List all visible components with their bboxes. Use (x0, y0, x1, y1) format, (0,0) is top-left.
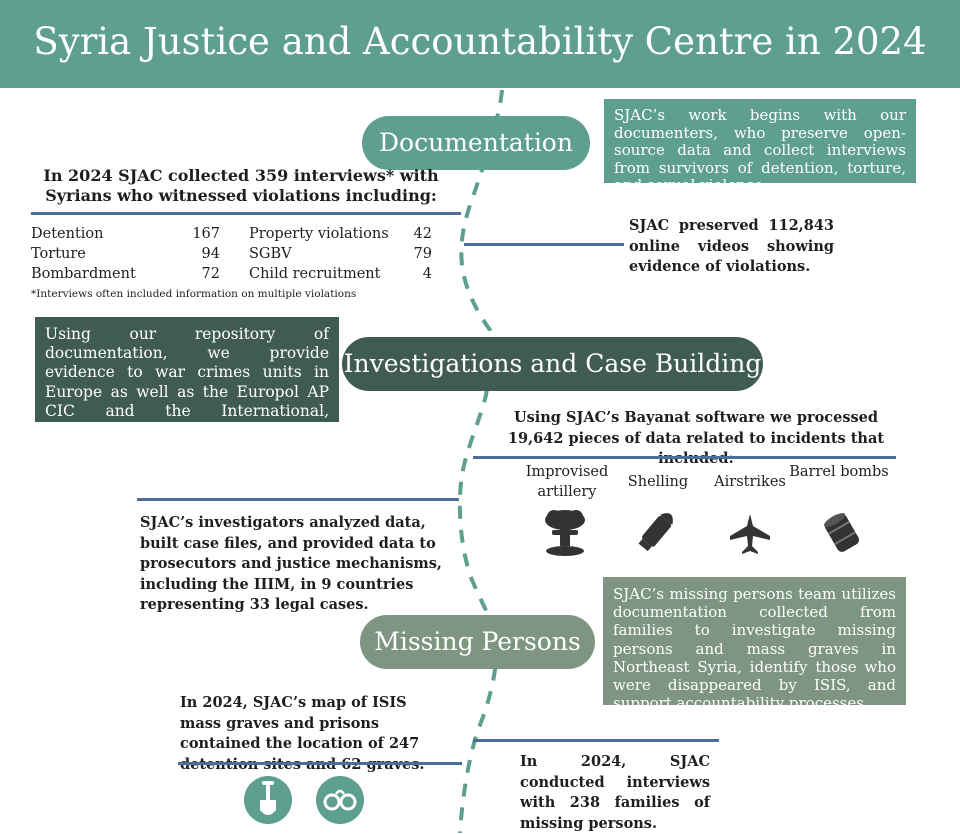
violation-label: Property violations (249, 226, 389, 242)
incident-label: Shelling (627, 474, 689, 490)
violation-count: 42 (413, 226, 432, 242)
violation-label: Detention (31, 226, 104, 242)
shovel-icon (242, 774, 294, 826)
section-pill-investigations: Investigations and Case Building (342, 337, 763, 391)
families-interviews-note: In 2024, SJAC conducted interviews with 238 families of missing persons. (520, 753, 710, 832)
explosion-icon (542, 508, 588, 556)
violation-count: 94 (201, 246, 220, 262)
jet-icon (728, 512, 772, 556)
violation-label: Torture (31, 246, 86, 262)
shell-icon (632, 508, 680, 556)
interviews-footnote: *Interviews often included information on multiple violations (31, 288, 357, 300)
documentation-intro-box: SJAC’s work begins with our documenters, who preserve open-source data and collect interviews from survivors of detention, torture, and sexual violence. (604, 99, 916, 183)
map-rule (178, 762, 462, 765)
section-pill-missing-persons: Missing Persons (360, 615, 595, 669)
violation-label: SGBV (249, 246, 292, 262)
violation-count: 167 (192, 226, 220, 242)
videos-rule (464, 243, 624, 246)
mass-graves-map-note: In 2024, SJAC’s map of ISIS mass graves and prisons contained the location of 247 (180, 694, 420, 752)
interviews-heading: In 2024 SJAC collected 359 interviews* with Syrians who witnessed violations including: (43, 166, 439, 205)
investigators-note: SJAC’s investigators analyzed data, built case files, and provided data to prosecutors and justice mechanisms, including the IIIM, in 9 countries representing 33 legal cases. (140, 514, 442, 613)
violation-count: 72 (201, 266, 220, 282)
bayanat-note: Using SJAC’s Bayanat software we processed 19,642 pieces of data related to incidents that (507, 409, 885, 447)
dashed-path (460, 90, 502, 833)
violation-count: 4 (422, 266, 432, 282)
incident-label: Improvised artillery (525, 464, 609, 500)
interviews-rule (31, 212, 461, 215)
violation-label: Bombardment (31, 266, 136, 282)
families-rule (473, 739, 719, 742)
incident-label: Barrel bombs (789, 464, 889, 480)
handcuffs-icon (314, 774, 366, 826)
page-title: Syria Justice and Accountability Centre in 2024 (33, 20, 927, 63)
bayanat-rule (473, 456, 896, 459)
missing-persons-intro-box: SJAC’s missing persons team utilizes documentation collected from families to investigate missing persons and mass graves in Northeast Syria, identify those who were disappeared by ISIS, and support accountability processes. (603, 577, 906, 705)
investigations-intro-box: Using our repository of documentation, we provide evidence to war crimes units in Europe as well as the Europol AP CIC and the International, Independent and Impartial Mechanism (IIIM). (35, 317, 339, 422)
barrel-icon (820, 510, 864, 556)
section-pill-documentation: Documentation (362, 116, 590, 170)
violation-label: Child recruitment (249, 266, 381, 282)
investigators-rule (137, 498, 459, 501)
violation-count: 79 (413, 246, 432, 262)
videos-note: SJAC preserved 112,843 online videos showing evidence of violations. (629, 217, 834, 275)
incident-label: Airstrikes (714, 474, 786, 490)
